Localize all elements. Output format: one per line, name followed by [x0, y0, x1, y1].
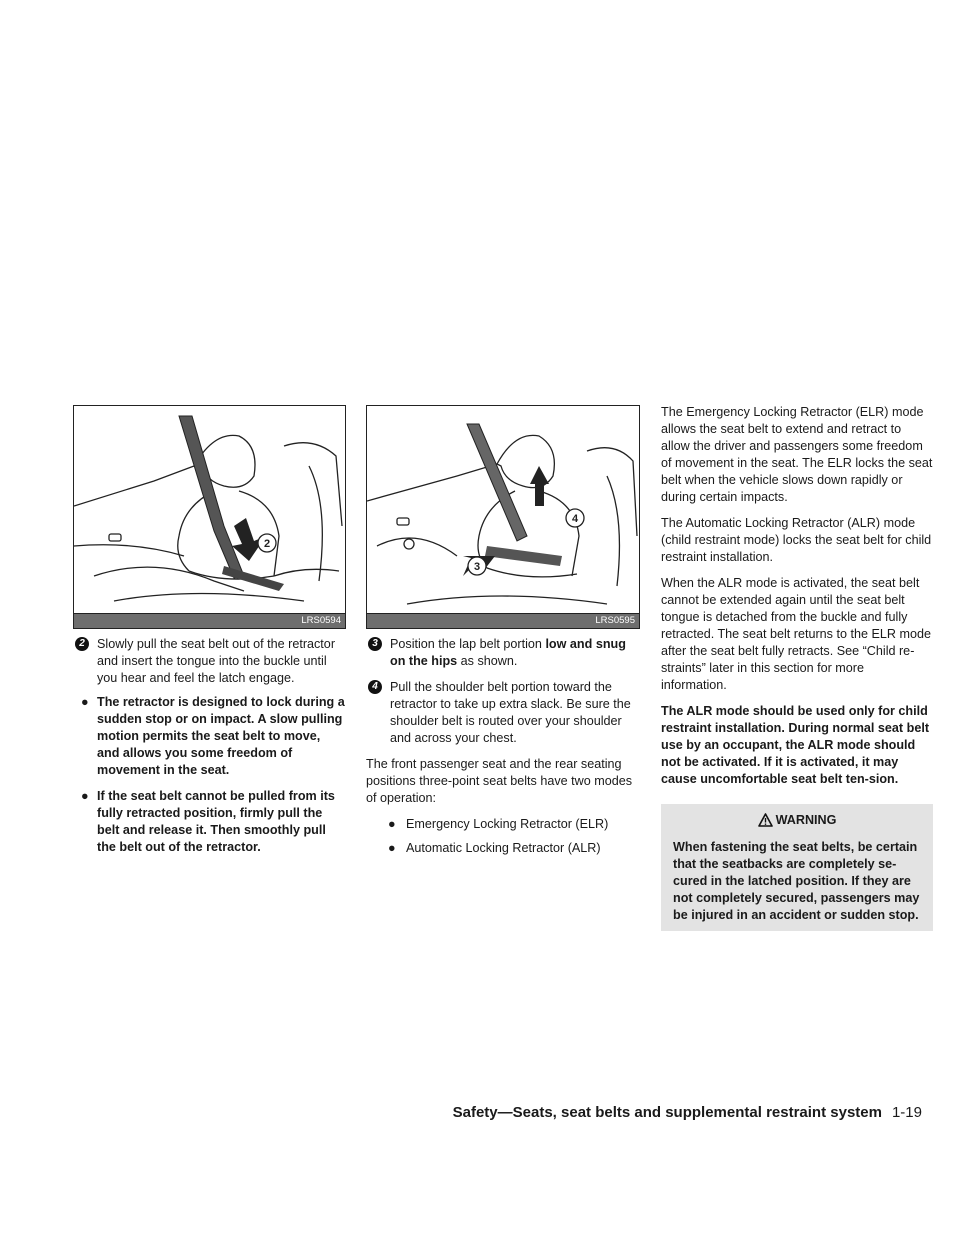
- warning-box: [661, 804, 933, 931]
- step-3-end: as shown.: [457, 654, 518, 668]
- step-number-2: 2: [75, 637, 89, 651]
- mode-text: Emergency Locking Retractor (ELR): [406, 817, 609, 831]
- bullet-dot: ●: [81, 695, 89, 709]
- column-1: [73, 405, 346, 865]
- step-3: [366, 636, 640, 670]
- step-2-text: Slowly pull the seat belt out of the retractor and insert the tongue into the buckle until you hear and feel the latch engage.: [97, 637, 336, 685]
- lap-belt-illustration: [367, 406, 640, 628]
- mode-item-alr: [366, 840, 640, 857]
- alr-note: The ALR mode should be used only for child restraint installation. During normal seat belt use by an occupant, the ALR mode should not be activated. If it is activated, it may cause uncomfortable seat belt ten-sion.: [661, 704, 930, 786]
- section-title: Safety—Seats, seat belts and supplemental restraint system: [452, 1104, 882, 1121]
- mode-text: Automatic Locking Retractor (ALR): [406, 841, 601, 855]
- bullet-dot: ●: [388, 817, 396, 831]
- warning-title: WARNING: [775, 813, 837, 827]
- page-footer: [453, 1104, 922, 1122]
- column-3: [661, 404, 933, 931]
- mode-item-elr: [366, 816, 640, 833]
- alr-activation-paragraph: When the ALR mode is activated, the seat belt cannot be extended again until the seat belt tongue is detached from the buckle and fully retracted. The seat belt returns to the ELR mode after the seat belt fully retracts. See “Child re-straints” later in this section for more information.: [661, 576, 931, 692]
- step-3-text: Position the lap belt portion: [390, 637, 546, 651]
- alr-paragraph: The Automatic Locking Retractor (ALR) mode (child restraint mode) locks the seat belt for child restraint installation.: [661, 516, 932, 564]
- column-2: [366, 405, 640, 864]
- step-3-bold: low and snug on the hips: [390, 637, 626, 668]
- warning-text: When fastening the seat belts, be certain that the seatbacks are completely se-cured in the latched position. If they are not completely secured, passengers may be injured in an accident or sudden stop.: [673, 840, 920, 922]
- step-4-text: Pull the shoulder belt portion toward the retractor to take up extra slack. Be sure the shoulder belt is routed over your shoulder and across your chest.: [390, 680, 631, 745]
- bullet-cannot-pull: [73, 788, 346, 856]
- bullet-dot: ●: [81, 789, 89, 803]
- figure2-code: LRS0595: [367, 613, 639, 628]
- bullet-dot: ●: [388, 841, 396, 855]
- belt-insert-illustration: [74, 406, 346, 628]
- figure1-code: LRS0594: [74, 613, 345, 628]
- warning-heading: [673, 812, 921, 829]
- warning-icon: [758, 813, 773, 827]
- figure-lap-belt: [366, 405, 640, 629]
- step-4: [366, 679, 640, 747]
- step-number-3: 3: [368, 637, 382, 651]
- figure-belt-insert: [73, 405, 346, 629]
- modes-intro: The front passenger seat and the rear seating positions three-point seat belts have two modes of operation:: [366, 757, 633, 805]
- bullet-text: If the seat belt cannot be pulled from its fully retracted position, firmly pull the belt and release it. Then smoothly pull the belt out of the retractor.: [97, 789, 335, 854]
- figure2-callout-4: 4: [571, 513, 579, 525]
- bullet-text: The retractor is designed to lock during a sudden stop or on impact. A slow pulling motion permits the seat belt to move, and allows you some freedom of movement in the seat.: [97, 695, 345, 777]
- elr-paragraph: The Emergency Locking Retractor (ELR) mode allows the seat belt to extend and retract to allow the driver and passengers some freedom of movement in the seat. The ELR locks the seat belt when the vehicle slows down rapidly or during certain impacts.: [661, 405, 933, 504]
- page-number: 1-19: [891, 1104, 922, 1121]
- step-2: [73, 636, 346, 687]
- step-number-4: 4: [368, 680, 382, 694]
- figure1-callout: 2: [263, 538, 271, 550]
- figure2-callout-3: 3: [473, 561, 481, 573]
- bullet-retractor-lock: [73, 694, 346, 779]
